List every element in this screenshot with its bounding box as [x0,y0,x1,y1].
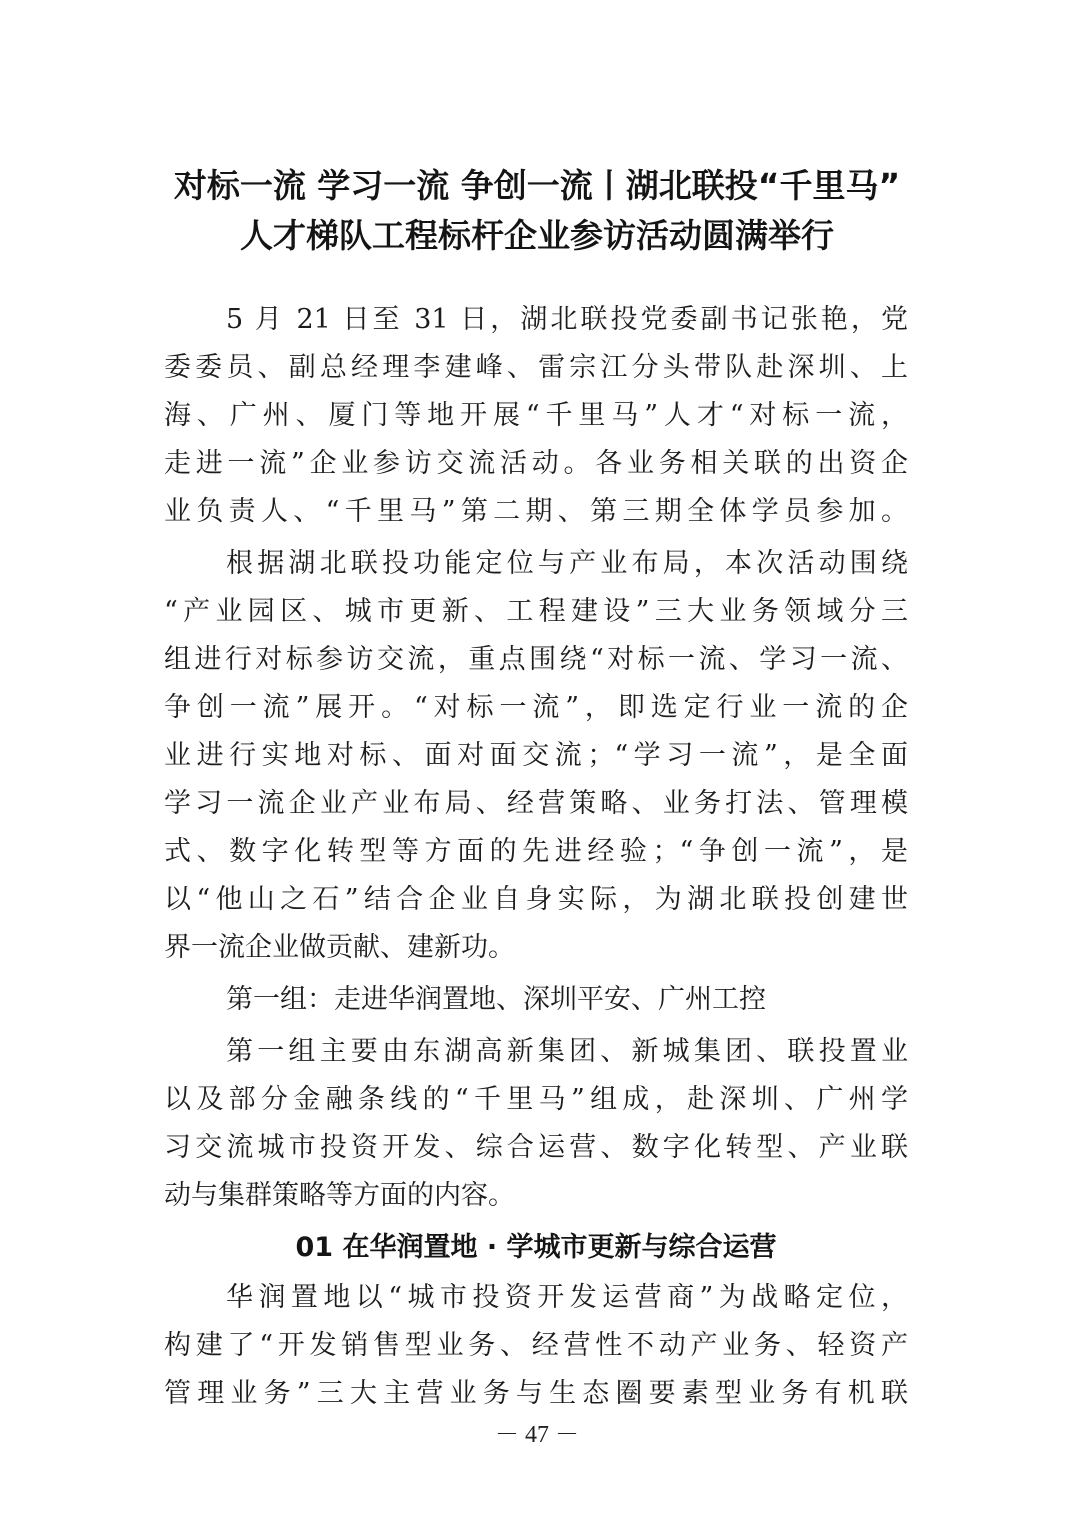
paragraph-1-line: 5 月 21 日至 31 日，湖北联投党委副书记张艳，党 [226,304,908,335]
section-subheading: 01 在华润置地 · 学城市更新与综合运营 [295,1232,777,1263]
paragraph-2-line: 根据湖北联投功能定位与产业布局，本次活动围绕 [226,548,908,579]
paragraph-2-line: 界一流企业做贡献、建新功。 [164,932,515,963]
paragraph-4-line: 第一组主要由东湖高新集团、新城集团、联投置业 [226,1036,908,1067]
document-title-line-2: 人才梯队工程标杆企业参访活动圆满举行 [240,216,834,255]
paragraph-2-line: 学习一流企业产业布局、经营策略、业务打法、管理模 [164,788,908,819]
paragraph-1-line: 海、广州、厦门等地开展“千里马”人才“对标一流， [164,400,908,431]
paragraph-5-line: 管理业务”三大主营业务与生态圈要素型业务有机联 [164,1378,908,1409]
paragraph-4-line: 以及部分金融条线的“千里马”组成，赴深圳、广州学 [164,1084,908,1115]
page-number: － 47 － [495,1422,579,1448]
paragraph-2-line: 式、数字化转型等方面的先进经验；“争创一流”，是 [164,836,908,867]
paragraph-2-line: 以“他山之石”结合企业自身实际，为湖北联投创建世 [164,884,908,915]
paragraph-1-line: 业负责人、“千里马”第二期、第三期全体学员参加。 [164,496,908,527]
paragraph-2-line: 业进行实地对标、面对面交流；“学习一流”，是全面 [164,740,908,771]
paragraph-5-line: 构建了“开发销售型业务、经营性不动产业务、轻资产 [164,1330,908,1361]
group-heading-line: 第一组：走进华润置地、深圳平安、广州工控 [226,984,766,1015]
paragraph-2-line: 争创一流”展开。“对标一流”，即选定行业一流的企 [164,692,908,723]
paragraph-2-line: “产业园区、城市更新、工程建设”三大业务领域分三 [164,596,908,627]
paragraph-2-line: 组进行对标参访交流，重点围绕“对标一流、学习一流、 [164,644,908,675]
paragraph-1-line: 委委员、副总经理李建峰、雷宗江分头带队赴深圳、上 [164,352,908,383]
paragraph-5-line: 华润置地以“城市投资开发运营商”为战略定位， [226,1282,908,1313]
paragraph-4-line: 习交流城市投资开发、综合运营、数字化转型、产业联 [164,1132,908,1163]
paragraph-1-line: 走进一流”企业参访交流活动。各业务相关联的出资企 [164,448,908,479]
paragraph-4-line: 动与集群策略等方面的内容。 [164,1180,515,1211]
document-title-line-1: 对标一流 学习一流 争创一流丨湖北联投“千里马” [173,166,901,205]
